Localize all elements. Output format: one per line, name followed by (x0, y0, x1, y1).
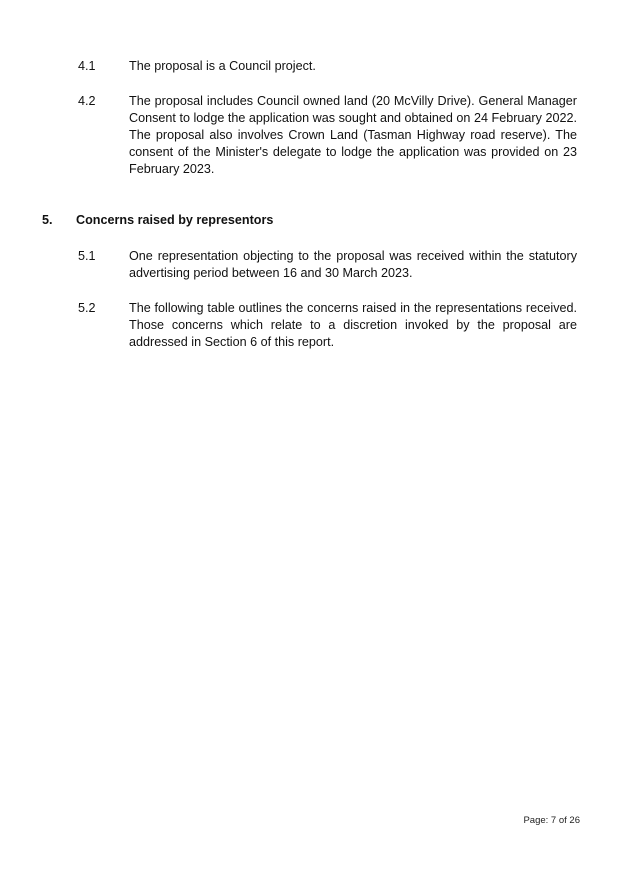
paragraph-text: One representation objecting to the proposal was received within the statutory advertising period between 16 and 30 March 2023. (129, 249, 577, 280)
page-number-footer: Page: 7 of 26 (523, 815, 580, 826)
paragraph-text: The proposal is a Council project. (129, 59, 316, 73)
paragraph-4-1 (78, 58, 588, 75)
section-number: 5. (42, 213, 53, 227)
paragraph-text: The proposal includes Council owned land (20 McVilly Drive). General Manager Consent to lodge the application was sought and obtained on 24 February 2022. The proposal also involves Crown Land (Tasman Highway road reserve). The consent of the Minister's delegate to lodge the application was provided on 23 February 2023. (129, 94, 577, 176)
paragraph-number: 4.2 (78, 94, 96, 108)
paragraph-text: The following table outlines the concerns raised in the representations received. Those concerns which relate to a discretion invoked by the proposal are addressed in Section 6 of this report. (129, 301, 577, 349)
paragraph-4-2 (78, 93, 588, 178)
paragraph-number: 5.2 (78, 301, 96, 315)
paragraph-number: 5.1 (78, 249, 96, 263)
paragraph-5-2 (78, 300, 588, 351)
section-title: Concerns raised by representors (76, 213, 274, 227)
paragraph-5-1 (78, 248, 588, 282)
paragraph-number: 4.1 (78, 59, 96, 73)
